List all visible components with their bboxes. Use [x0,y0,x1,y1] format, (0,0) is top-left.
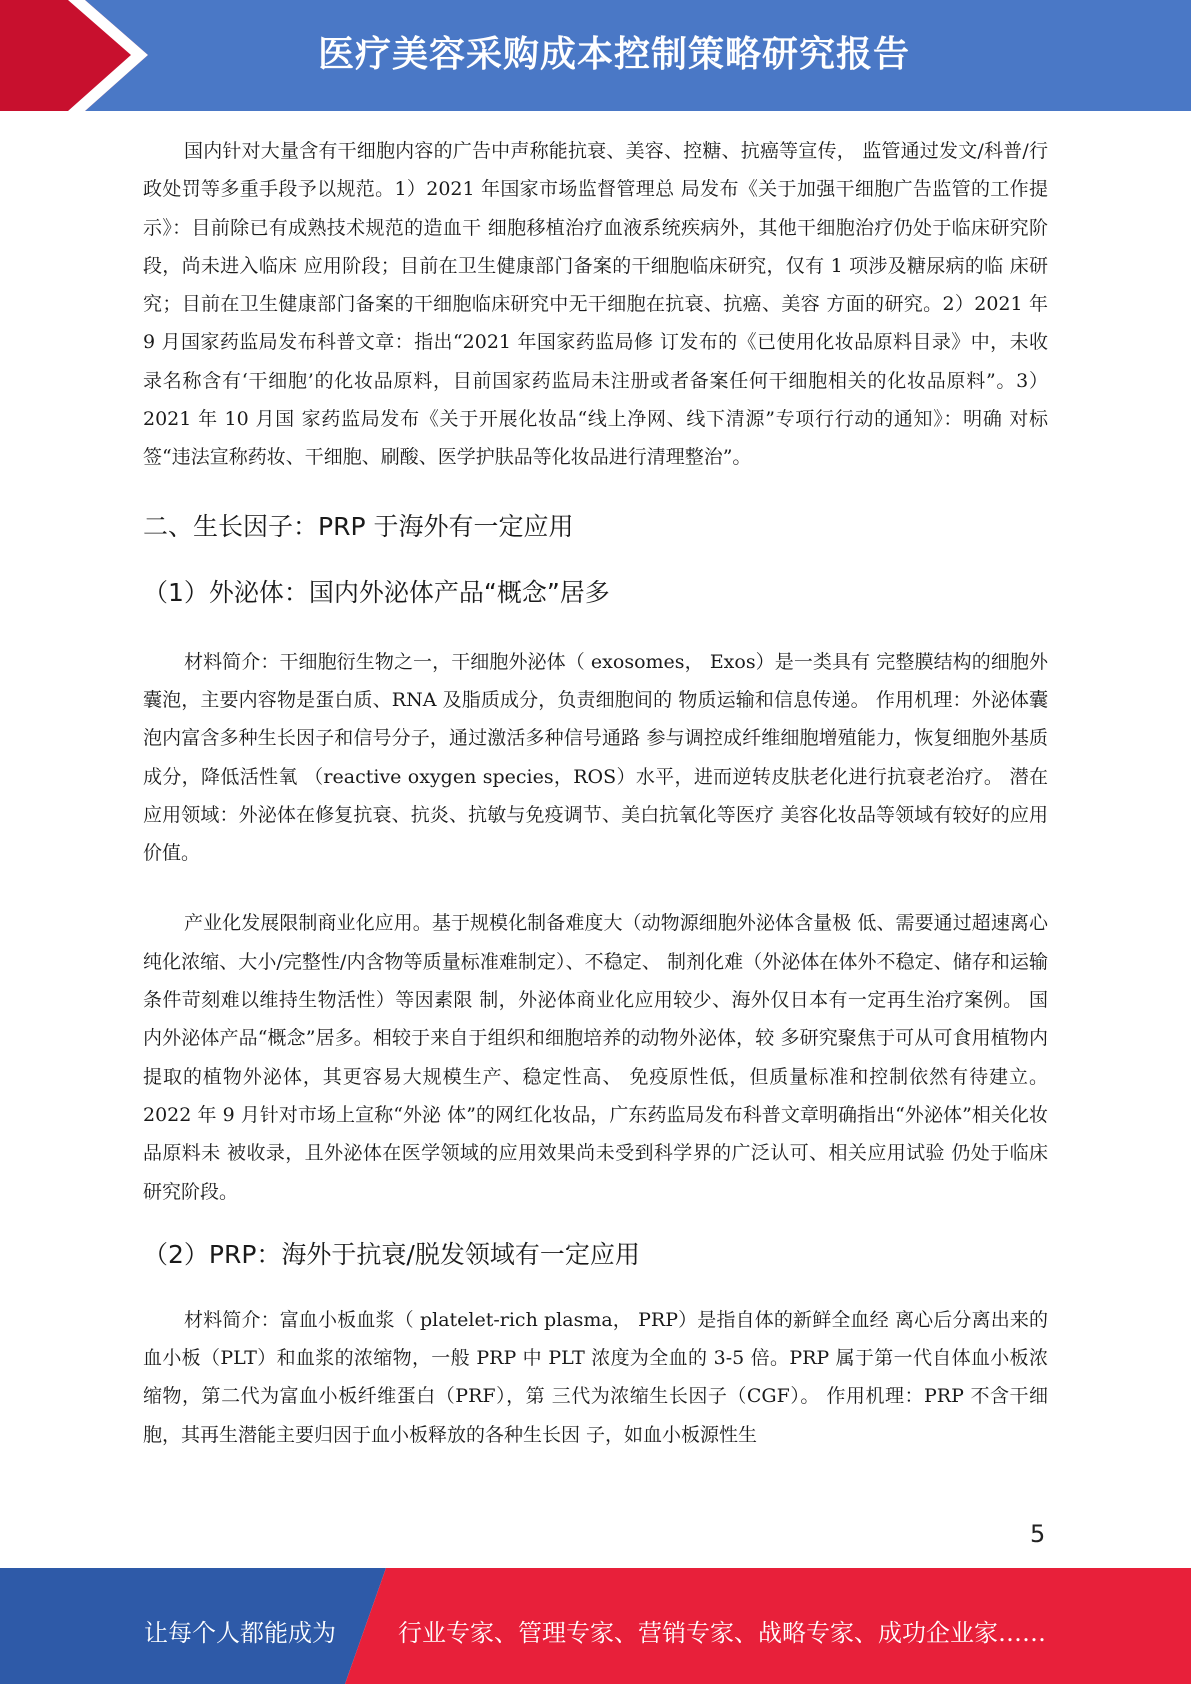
subsection-heading-prp: （2）PRP：海外于抗衰/脱发领域有一定应用 [143,1239,640,1269]
footer-slogan-left: 让每个人都能成为 [144,1619,336,1647]
page-number: 5 [1030,1520,1046,1548]
section-heading-growth-factor: 二、生长因子：PRP 于海外有一定应用 [143,511,574,541]
main-content [143,132,1048,1454]
paragraph-prp-intro: 材料简介：富血小板血浆（ platelet-rich plasma， PRP）是指自体的新鲜全血经 离心后分离出来的血小板（PLT）和血浆的浓缩物，一般 PRP 中 PLT 浓度为全血的 3-5 倍。PRP 属于第一代自体血小板浓缩物，第二代为富血小板纤维蛋白（PRF），第 三代为浓缩生长因子（CGF）。 作用机理：PRP 不含干细胞，其再生潜能主要归因于血小板释放的各种生长因 子，如血小板源性生 [143,1308,1048,1446]
paragraph-stem-cell-regulation: 国内针对大量含有干细胞内容的广告中声称能抗衰、美容、控糖、抗癌等宣传， 监管通过发文/科普/行政处罚等多重手段予以规范。1）2021 年国家市场监督管理总 局发布《关于加强干细胞广告监管的工作提示》：目前除已有成熟技术规范的造血干 细胞移植治疗血液系统疾病外，其他干细胞治疗仍处于临床研究阶段，尚未进入临床 应用阶段；目前在卫生健康部门备案的干细胞临床研究，仅有 1 项涉及糖尿病的临 床研究；目前在卫生健康部门备案的干细胞临床研究中无干细胞在抗衰、抗癌、美容 方面的研究。2）2021 年 9 月国家药监局发布科普文章：指出“2021 年国家药监局修 订发布的《已使用化妆品原料目录》中，未收录名称含有‘干细胞’的化妆品原料，目前国家药监局未注册或者备案任何干细胞相关的化妆品原料”。3）2021 年 10 月国 家药监局发布《关于开展化妆品“线上净网、线下清源”专项行行动的通知》：明确 对标签“违法宣称药妆、干细胞、刷酸、医学护肤品等化妆品进行清理整治”。 [143,140,1048,469]
paragraph-exosome-industrialization: 产业化发展限制商业化应用。基于规模化制备难度大（动物源细胞外泌体含量极 低、需要通过超速离心纯化浓缩、大小/完整性/内含物等质量标准难制定）、不稳定、 制剂化难（外泌体在体外不稳定、储存和运输条件苛刻难以维持生物活性）等因素限 制，外泌体商业化应用较少、海外仅日本有一定再生治疗案例。 国内外泌体产品“概念”居多。相较于来自于组织和细胞培养的动物外泌体，较 多研究聚焦于可从可食用植物内提取的植物外泌体，其更容易大规模生产、稳定性高、 免疫原性低，但质量标准和控制依然有待建立。2022 年 9 月针对市场上宣称“外泌 体”的网红化妆品，广东药监局发布科普文章明确指出“外泌体”相关化妆品原料未 被收录，且外泌体在医学领域的应用效果尚未受到科学界的广泛认可、相关应用试验 仍处于临床研究阶段。 [143,912,1048,1203]
document-title: 医疗美容采购成本控制策略研究报告 [318,34,911,75]
footer-slogan-right: 行业专家、管理专家、营销专家、战略专家、成功企业家…… [398,1619,1046,1647]
page-header [0,0,1191,111]
page-footer [0,1568,1191,1684]
subsection-heading-exosome: （1）外泌体：国内外泌体产品“概念”居多 [143,577,610,607]
paragraph-exosome-intro: 材料简介：干细胞衍生物之一，干细胞外泌体（ exosomes， Exos）是一类具有 完整膜结构的细胞外囊泡，主要内容物是蛋白质、RNA 及脂质成分，负责细胞间的 物质运输和信息传递。 作用机理：外泌体囊泡内富含多种生长因子和信号分子，通过激活多种信号通路 参与调控成纤维细胞增殖能力，恢复细胞外基质成分，降低活性氧 （reactive oxygen species，ROS）水平，进而逆转皮肤老化进行抗衰老治疗。 潜在应用领域：外泌体在修复抗衰、抗炎、抗敏与免疫调节、美白抗氧化等医疗 美容化妆品等领域有较好的应用价值。 [143,650,1048,865]
